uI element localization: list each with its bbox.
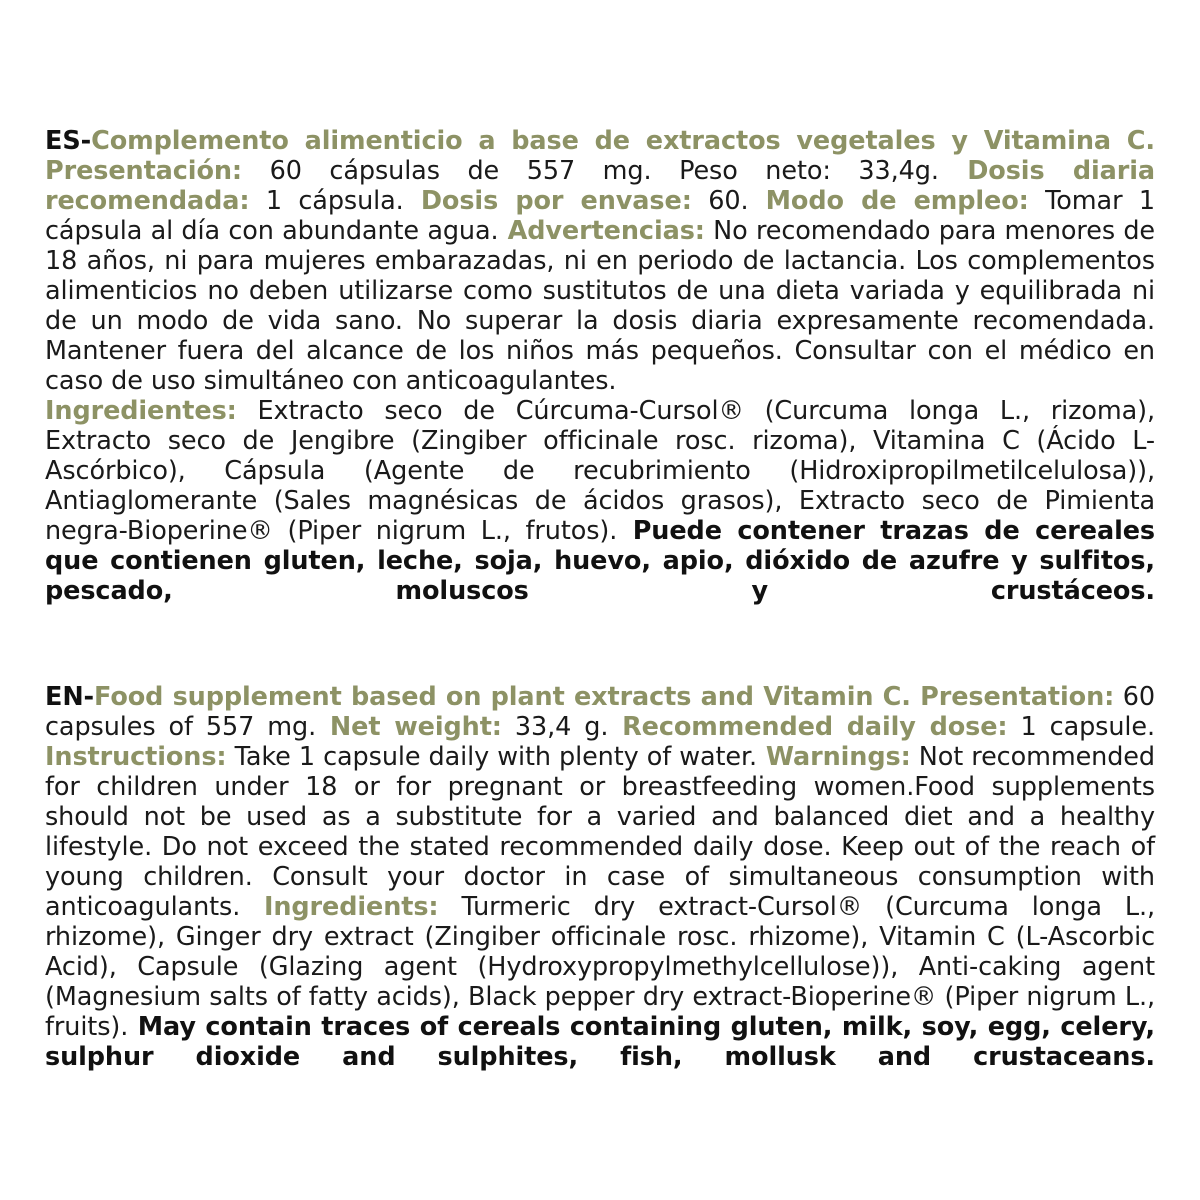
text-run-hl-7: Instructions:: [45, 741, 227, 772]
english-language-code: EN-: [45, 681, 95, 712]
text-run-hl-0: Food supplement based on plant extracts and Vitamin C.: [94, 681, 911, 712]
text-run-plain-10: No recomendado para menores de 18 años, ni para mujeres embarazadas, ni en periodo de lactancia. Los complementos alimenticios no deben utilizarse como sustitutos de una dieta variada y equilibrada ni de un modo de vida sano. No superar la dosis diaria expresamente recomendada. Mantener fuera del alcance de los niños más pequeños. Consultar con el médico en caso de uso simultáneo con anticoagulantes.: [45, 215, 1155, 396]
spanish-label-body: [45, 126, 1155, 606]
text-run-plain-12: Turmeric dry extract-Cursol® (Curcuma longa L., rhizome), Ginger dry extract (Zingiber officinale rosc. rhizome), Vitamin C (L-Ascorbic Acid), Capsule (Glazing agent (Hydroxypropylmethylcellulose)), Anti-caking agent (Magnesium salts of fatty acids), Black pepper dry extract-Bioperine® (Piper nigrum L., fruits).: [45, 891, 1156, 1042]
text-run-allergen-14: Puede contener trazas de cereales que contienen gluten, leche, soja, huevo, apio, dióxido de azufre y sulfitos, pescado, moluscos y crustáceos.: [45, 515, 1155, 606]
english-label-body: [45, 682, 1155, 1072]
text-run-hl-7: Modo de empleo:: [748, 185, 1029, 216]
text-run-hl-3: Net weight:: [316, 711, 502, 742]
text-run-plain-13: Extracto seco de Cúrcuma-Cursol® (Curcuma longa L., rizoma), Extracto seco de Jengibre (Zingiber officinale rosc. rizoma), Vitamina C (Ácido L-Ascórbico), Cápsula (Agente de recubrimiento (Hidroxipropilmetilcelulosa)), Antiaglomerante (Sales magnésicas de ácidos grasos), Extracto seco de Pimienta negra-Bioperine® (Piper nigrum L., frutos).: [45, 395, 1155, 546]
text-run-hl-5: Recommended daily dose:: [608, 711, 1008, 742]
spanish-language-code: ES-: [45, 125, 92, 156]
text-run-plain-4: 1 cápsula.: [249, 185, 404, 216]
text-run-plain-2: 60 cápsulas de 557 mg. Peso neto: 33,4g.: [242, 155, 939, 186]
text-run-allergen-13: May contain traces of cereals containing gluten, milk, soy, egg, celery, sulphur dioxide and sulphites, fish, mollusk and crustaceans.: [45, 1011, 1155, 1072]
spanish-label-paragraph: [45, 126, 1155, 636]
text-run-hl-12: Ingredientes:: [45, 395, 237, 426]
text-run-plain-6: 60.: [691, 185, 749, 216]
text-run-plain-6: 1 capsule.: [1007, 711, 1156, 742]
text-run-hl-9: Advertencias:: [498, 215, 705, 246]
text-run-hl-1: Presentation:: [910, 681, 1115, 712]
text-run-hl-9: Warnings:: [757, 741, 911, 772]
text-run-hl-3: Dosis diaria recomendada:: [45, 155, 1155, 216]
text-run-plain-10: Not recommended for children under 18 or for pregnant or breastfeeding women.Food supplements should not be used as a substitute for a varied and balanced diet and a healthy lifestyle. Do not exceed the stated recommended daily dose. Keep out of the reach of young children. Consult your doctor in case of simultaneous consumption with anticoagulants.: [45, 741, 1155, 922]
text-run-hl-5: Dosis por envase:: [403, 185, 692, 216]
text-run-hl-0: Complemento alimenticio a base de extractos vegetales y Vitamina C.: [91, 125, 1155, 156]
english-label-paragraph: [45, 682, 1155, 1102]
text-run-hl-1: Presentación:: [45, 155, 243, 186]
text-run-plain-8: Take 1 capsule daily with plenty of water.: [226, 741, 758, 772]
text-run-hl-11: Ingredients:: [240, 891, 439, 922]
text-run-plain-4: 33,4 g.: [501, 711, 609, 742]
text-run-plain-8: Tomar 1 cápsula al día con abundante agua.: [45, 185, 1155, 246]
text-run-plain-2: 60 capsules of 557 mg.: [45, 681, 1155, 742]
